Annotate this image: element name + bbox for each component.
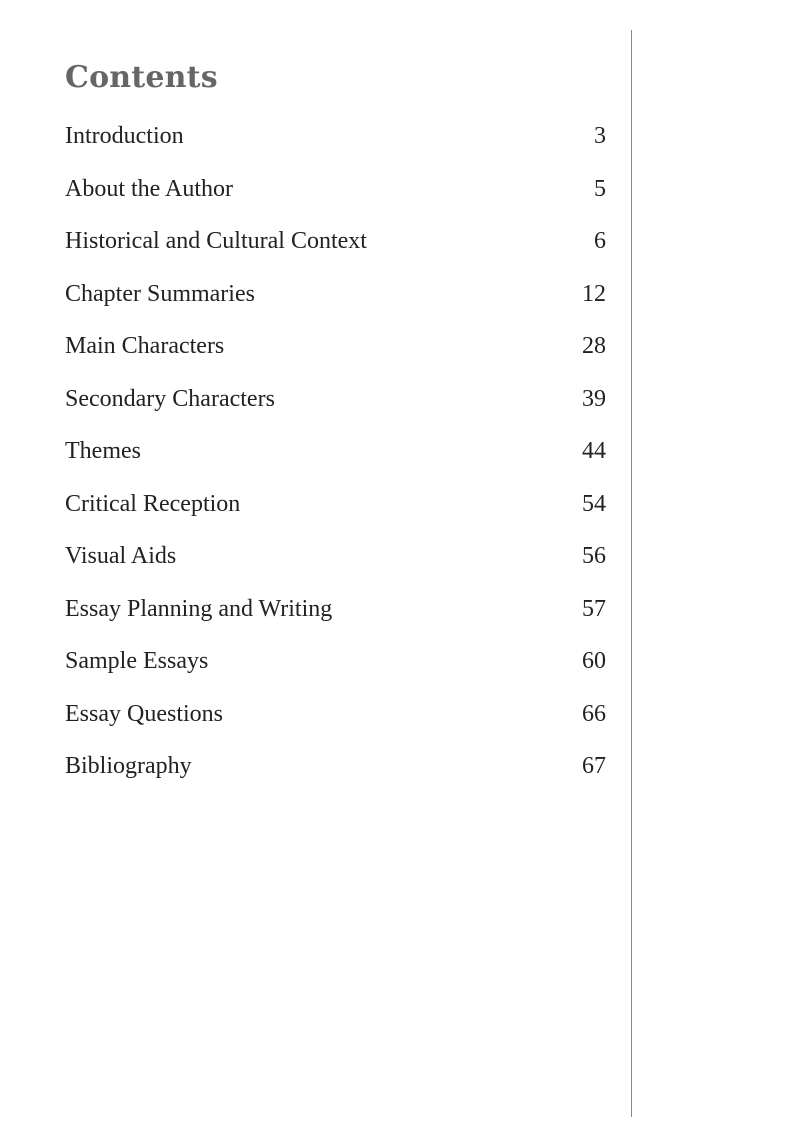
table-of-contents [65, 110, 606, 793]
toc-entry-label: Historical and Cultural Context [65, 228, 367, 254]
toc-entry-bibliography [65, 740, 606, 793]
toc-entry-page-number: 5 [594, 175, 606, 202]
toc-entry-introduction [65, 110, 606, 163]
toc-entry-label: Introduction [65, 123, 184, 149]
toc-entry-secondary-characters [65, 373, 606, 426]
toc-entry-label: About the Author [65, 175, 233, 202]
toc-entry-label: Themes [65, 438, 141, 464]
toc-entry-page-number: 28 [582, 333, 606, 359]
toc-entry-page-number: 12 [582, 280, 606, 307]
toc-entry-page-number: 56 [582, 543, 606, 569]
toc-entry-page-number: 44 [582, 438, 606, 464]
toc-entry-page-number: 66 [582, 700, 606, 727]
toc-entry-sample-essays [65, 635, 606, 688]
toc-entry-label: Essay Questions [65, 700, 223, 727]
toc-entry-page-number: 60 [582, 648, 606, 674]
toc-entry-label: Bibliography [65, 753, 192, 779]
toc-entry-critical-reception [65, 478, 606, 531]
toc-entry-label: Visual Aids [65, 543, 177, 569]
page-title: Contents [65, 60, 218, 95]
toc-entry-historical-and-cultural-context [65, 215, 606, 268]
toc-entry-chapter-summaries [65, 268, 606, 321]
toc-entry-visual-aids [65, 530, 606, 583]
toc-entry-page-number: 39 [582, 385, 606, 412]
toc-entry-essay-planning-and-writing [65, 583, 606, 636]
page-margin-divider [631, 30, 632, 1117]
toc-entry-label: Sample Essays [65, 648, 209, 674]
toc-entry-page-number: 3 [594, 123, 606, 149]
toc-entry-essay-questions [65, 688, 606, 741]
toc-entry-page-number: 67 [582, 753, 606, 779]
toc-entry-page-number: 57 [582, 595, 606, 622]
toc-entry-label: Critical Reception [65, 490, 241, 517]
toc-entry-page-number: 54 [582, 490, 606, 517]
toc-entry-page-number: 6 [594, 228, 606, 254]
toc-entry-label: Essay Planning and Writing [65, 595, 333, 622]
toc-entry-label: Chapter Summaries [65, 280, 255, 307]
toc-entry-themes [65, 425, 606, 478]
toc-entry-label: Main Characters [65, 333, 225, 359]
toc-entry-about-the-author [65, 163, 606, 216]
toc-entry-main-characters [65, 320, 606, 373]
toc-entry-label: Secondary Characters [65, 385, 275, 412]
